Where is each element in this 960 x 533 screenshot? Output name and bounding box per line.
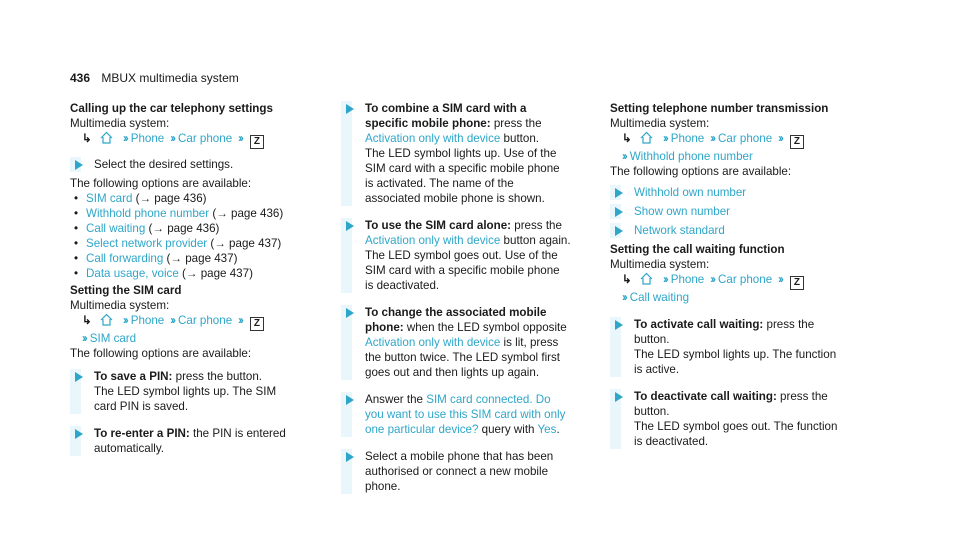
step-body: Answer the [365, 393, 427, 406]
chevron-icon: ›› [778, 132, 782, 145]
multimedia-label: Multimedia system: [610, 258, 710, 271]
step-text [352, 218, 571, 293]
activation-link[interactable]: Activation only with device [365, 132, 501, 145]
step-body: when the LED symbol opposite [403, 321, 567, 334]
step-body: The LED symbol goes out. The function is deactivated. [634, 420, 838, 448]
options-list [70, 191, 300, 281]
nav-sim-card[interactable]: SIM card [89, 332, 137, 345]
section-heading: Setting the SIM card [70, 284, 182, 297]
step-body: query with [478, 423, 538, 436]
nav-phone[interactable]: Phone [130, 132, 165, 145]
list-link[interactable]: Data usage, voice [86, 267, 179, 280]
return-arrow-icon: ↳ [82, 314, 92, 327]
list-link[interactable]: Select network provider [86, 237, 208, 250]
nav-car-phone[interactable]: Car phone [718, 132, 773, 145]
list-item [70, 191, 300, 206]
step-body: is lit, press the button twice. The LED symbol first goes out and then lights up again. [365, 336, 561, 379]
step-title: To deactivate call waiting: [634, 390, 777, 403]
step-body: The LED symbol lights up. The SIM card PIN is saved. [94, 385, 277, 413]
options-label: The following options are available: [610, 165, 792, 178]
step [341, 101, 571, 206]
page-ref: (→ page 436) [209, 207, 284, 220]
step [341, 305, 571, 380]
step [610, 317, 840, 377]
option-link[interactable]: Show own number [634, 205, 731, 218]
chevron-icon: ›› [82, 332, 86, 345]
step-body: press the button. [172, 370, 262, 383]
nav-phone[interactable]: Phone [670, 273, 705, 286]
chevron-icon: ›› [238, 132, 242, 145]
option-link[interactable]: Network standard [634, 224, 725, 237]
step-text: Select a mobile phone that has been authorised or connect a new mobile phone. [352, 449, 571, 494]
chevron-icon: ›› [710, 132, 714, 145]
column-1 [70, 101, 300, 456]
page-ref: (→ page 437) [207, 237, 282, 250]
chevron-icon: ›› [622, 291, 626, 304]
list-link[interactable]: Call forwarding [86, 252, 164, 265]
options-label: The following options are available: [70, 347, 252, 360]
step-arrow-icon [346, 395, 354, 405]
home-icon [100, 313, 113, 326]
step-arrow-icon [75, 429, 83, 439]
option-link[interactable]: Withhold own number [634, 186, 747, 199]
options-label: The following options are available: [70, 177, 252, 190]
page-ref: (→ page 436) [132, 192, 207, 205]
step-title: To combine a SIM card with a specific mobile phone: [365, 102, 527, 130]
step [610, 389, 840, 449]
step-title: To change the associated mobile phone: [365, 306, 547, 334]
step [341, 449, 571, 494]
home-icon [640, 272, 653, 285]
step-text [352, 305, 571, 380]
section-heading: Setting the call waiting function [610, 243, 785, 256]
step-text: Select the desired settings. [81, 157, 300, 172]
settings-z-icon[interactable]: Z [790, 276, 804, 290]
multimedia-label: Multimedia system: [70, 299, 170, 312]
settings-z-icon[interactable]: Z [790, 135, 804, 149]
multimedia-label: Multimedia system: [70, 117, 170, 130]
chevron-icon: ›› [170, 314, 174, 327]
step-body: button. [500, 132, 540, 145]
nav-path [70, 131, 300, 149]
nav-car-phone[interactable]: Car phone [178, 132, 233, 145]
step-title: To activate call waiting: [634, 318, 764, 331]
step-body: The LED symbol goes out. Use of the SIM card with a specific mobile phone is deactivated. [365, 249, 560, 292]
step-body: the PIN is entered automatically. [94, 427, 286, 455]
nav-path-cont [70, 331, 300, 346]
section-heading: Setting telephone number transmission [610, 102, 829, 115]
return-arrow-icon: ↳ [622, 132, 632, 145]
step-body: press the button. [634, 390, 828, 418]
step-arrow-icon [615, 207, 623, 217]
chevron-icon: ›› [710, 273, 714, 286]
step [70, 157, 300, 172]
yes-link[interactable]: Yes [537, 423, 557, 436]
step-arrow-icon [75, 372, 83, 382]
nav-path [70, 313, 300, 331]
step [70, 369, 300, 414]
step-title: To re-enter a PIN: [94, 427, 190, 440]
chevron-icon: ›› [123, 132, 127, 145]
step-body: The LED symbol lights up. Use of the SIM card with a specific mobile phone is activated. The name of the associated mobile phone is shown. [365, 147, 560, 205]
nav-car-phone[interactable]: Car phone [178, 314, 233, 327]
step-text [352, 101, 571, 206]
activation-link[interactable]: Activation only with device [365, 336, 501, 349]
step-text [81, 369, 300, 414]
step-arrow-icon [615, 320, 623, 330]
nav-phone[interactable]: Phone [670, 132, 705, 145]
step-body: press the button. [634, 318, 815, 346]
nav-path [610, 272, 840, 290]
step-arrow-icon [615, 188, 623, 198]
chevron-icon: ›› [622, 150, 626, 163]
step-text [621, 389, 840, 449]
nav-phone[interactable]: Phone [130, 314, 165, 327]
nav-path [610, 131, 840, 149]
column-3 [610, 101, 840, 449]
step-body: The LED symbol lights up. The function is active. [634, 348, 837, 376]
step-title: To use the SIM card alone: [365, 219, 512, 232]
step-arrow-icon [346, 308, 354, 318]
step [341, 392, 571, 437]
chevron-icon: ›› [778, 273, 782, 286]
step-title: To save a PIN: [94, 370, 173, 383]
step-arrow-icon [346, 452, 354, 462]
list-item [70, 266, 300, 281]
step-text [352, 392, 571, 437]
list-item [70, 221, 300, 236]
column-2 [341, 101, 571, 494]
step-text [621, 185, 840, 200]
page-ref: (→ page 437) [163, 252, 238, 265]
step-body: . [556, 423, 560, 436]
step-text [621, 223, 840, 238]
chevron-icon: ›› [170, 132, 174, 145]
home-icon [640, 131, 653, 144]
page-ref: (→ page 437) [178, 267, 253, 280]
nav-withhold[interactable]: Withhold phone number [629, 150, 753, 163]
activation-link[interactable]: Activation only with device [365, 234, 501, 247]
nav-car-phone[interactable]: Car phone [718, 273, 773, 286]
step [610, 185, 840, 200]
step [610, 204, 840, 219]
step [610, 223, 840, 238]
step-body: press the [490, 117, 542, 130]
step-body: button again. [500, 234, 571, 247]
chevron-icon: ›› [123, 314, 127, 327]
step-arrow-icon [615, 392, 623, 402]
nav-call-waiting[interactable]: Call waiting [629, 291, 690, 304]
multimedia-label: Multimedia system: [610, 117, 710, 130]
page-header [70, 71, 239, 86]
list-item [70, 251, 300, 266]
step-arrow-icon [615, 226, 623, 236]
step-text [81, 426, 300, 456]
header-title: MBUX multimedia system [101, 71, 239, 85]
page-number: 436 [70, 71, 91, 85]
section-heading: Calling up the car telephony settings [70, 102, 273, 115]
step-body: press the [511, 219, 562, 232]
nav-path-cont [610, 149, 840, 164]
chevron-icon: ›› [663, 273, 667, 286]
list-link[interactable]: Call waiting [86, 222, 146, 235]
chevron-icon: ›› [238, 314, 242, 327]
return-arrow-icon: ↳ [82, 132, 92, 145]
chevron-icon: ›› [663, 132, 667, 145]
step-text [621, 204, 840, 219]
query-link[interactable]: SIM card connected. Do you want to use this SIM card with only one particular device? [365, 393, 566, 436]
list-item [70, 206, 300, 221]
page-ref: (→ page 436) [145, 222, 220, 235]
step-arrow-icon [346, 221, 354, 231]
step-text [621, 317, 840, 377]
step [70, 426, 300, 456]
return-arrow-icon: ↳ [622, 273, 632, 286]
settings-z-icon[interactable]: Z [250, 135, 264, 149]
list-link[interactable]: Withhold phone number [86, 207, 210, 220]
settings-z-icon[interactable]: Z [250, 317, 264, 331]
step-arrow-icon [346, 104, 354, 114]
nav-path-cont [610, 290, 840, 305]
list-item [70, 236, 300, 251]
home-icon [100, 131, 113, 144]
step-arrow-icon [75, 160, 83, 170]
list-link[interactable]: SIM card [86, 192, 133, 205]
step [341, 218, 571, 293]
